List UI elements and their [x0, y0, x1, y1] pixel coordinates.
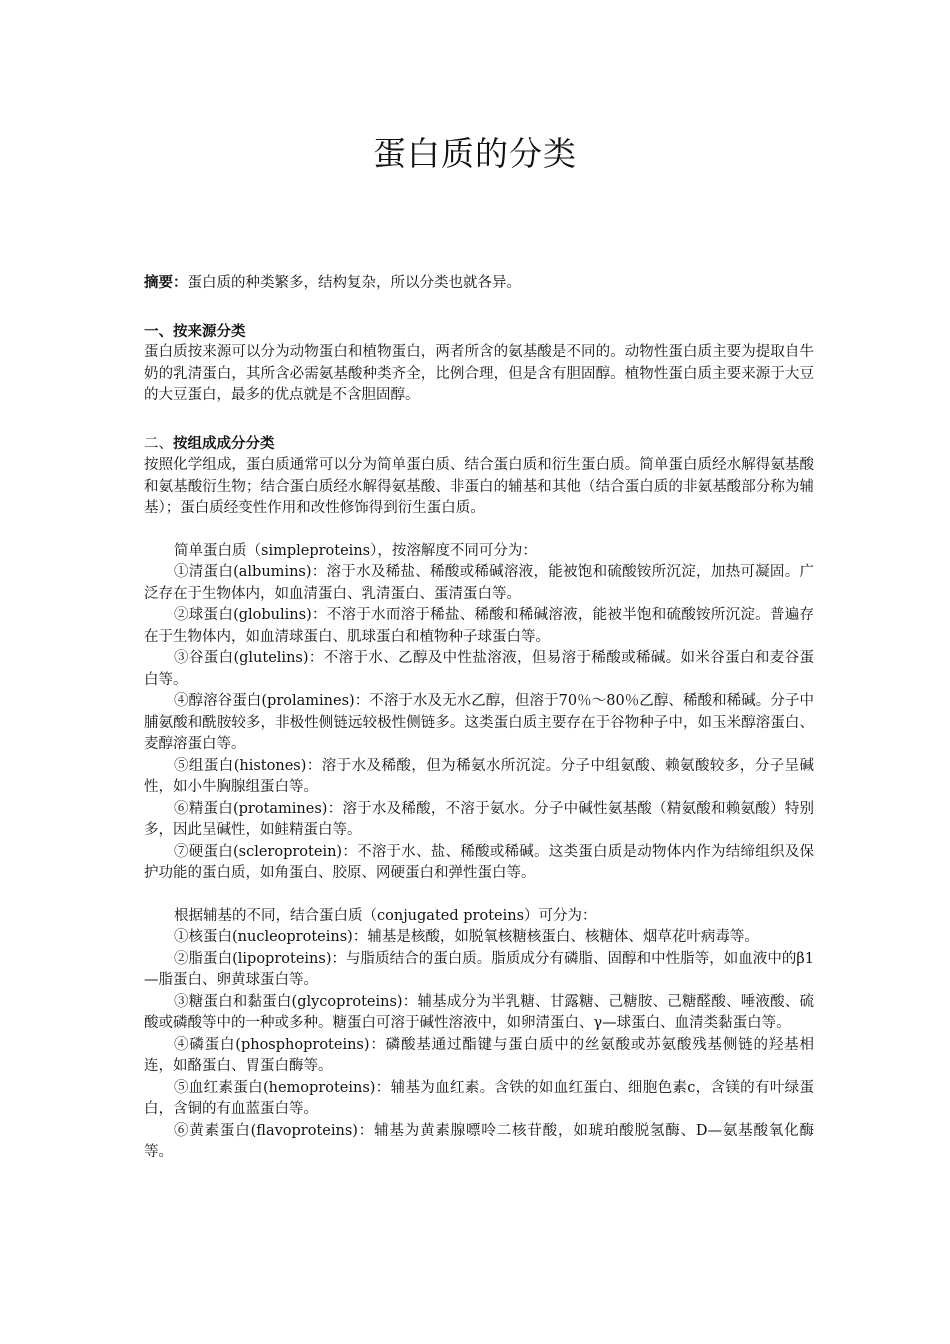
simple-protein-item: ①清蛋白(albumins)：溶于水及稀盐、稀酸或稀碱溶液，能被饱和硫酸铵所沉淀，加热可凝固。广泛存在于生物体内，如血清蛋白、乳清蛋白、蛋清蛋白等。: [144, 564, 814, 602]
simple-protein-item: ⑥精蛋白(protamines)：溶于水及稀酸，不溶于氨水。分子中碱性氨基酸（精氨酸和赖氨酸）特别多，因此呈碱性，如鲑精蛋白等。: [144, 800, 814, 838]
simple-proteins-intro: 简单蛋白质（simpleproteins），按溶解度不同可分为：: [174, 542, 537, 559]
section2-text: 按照化学组成，蛋白质通常可以分为简单蛋白质、结合蛋白质和衍生蛋白质。简单蛋白质经水解得氨基酸和氨基酸衍生物；结合蛋白质经水解得氨基酸、非蛋白的辅基和其他（结合蛋白质的非氨基酸部分称为辅基）；蛋白质经变性作用和改性修饰得到衍生蛋白质。: [144, 457, 814, 516]
abstract-text: 蛋白质的种类繁多，结构复杂，所以分类也就各异。: [187, 275, 521, 291]
page-title: 蛋白质的分类: [373, 134, 577, 173]
conjugated-protein-item: ③糖蛋白和黏蛋白(glycoproteins)：辅基成分为半乳糖、甘露糖、己糖胺、己糖醛酸、唾液酸、硫酸或磷酸等中的一种或多种。糖蛋白可溶于碱性溶液中，如卵清蛋白、γ—球蛋白、血清类黏蛋白等。: [144, 993, 814, 1031]
abstract-label: 摘要：: [144, 274, 188, 291]
section2-heading: [144, 433, 814, 456]
simple-protein-item: ②球蛋白(globulins)：不溶于水而溶于稀盐、稀酸和稀碱溶液，能被半饱和硫酸铵所沉淀。普遍存在于生物体内，如血清球蛋白、肌球蛋白和植物种子球蛋白等。: [144, 607, 814, 645]
section2-heading-text: 按组成成分分类: [173, 434, 275, 452]
conjugated-protein-item: ⑤血红素蛋白(hemoproteins)：辅基为血红素。含铁的如血红蛋白、细胞色素c，含镁的有叶绿蛋白，含铜的有血蓝蛋白等。: [144, 1079, 814, 1117]
section2-heading-prefix: 二、: [144, 435, 173, 452]
conjugated-protein-item: ④磷蛋白(phosphoproteins)：磷酸基通过酯键与蛋白质中的丝氨酸或苏氨酸残基侧链的羟基相连，如酪蛋白、胃蛋白酶等。: [144, 1036, 814, 1074]
conjugated-protein-item: ⑥黄素蛋白(flavoproteins)：辅基为黄素腺嘌呤二核苷酸，如琥珀酸脱氢酶、D—氨基酸氧化酶等。: [144, 1122, 814, 1160]
simple-protein-item: ③谷蛋白(glutelins)：不溶于水、乙醇及中性盐溶液，但易溶于稀酸或稀碱。如米谷蛋白和麦谷蛋白等。: [144, 650, 814, 688]
section1-text: 蛋白质按来源可以分为动物蛋白和植物蛋白，两者所含的氨基酸是不同的。动物性蛋白质主要为提取自牛奶的乳清蛋白，其所含必需氨基酸种类齐全，比例合理，但是含有胆固醇。植物性蛋白质主要来源于大豆的大豆蛋白，最多的优点就是不含胆固醇。: [144, 344, 814, 403]
simple-protein-item: ④醇溶谷蛋白(prolamines)：不溶于水及无水乙醇，但溶于70％～80％乙醇、稀酸和稀碱。分子中脯氨酸和酰胺较多，非极性侧链远较极性侧链多。这类蛋白质主要存在于谷物种子中，如玉米醇溶蛋白、麦醇溶蛋白等。: [144, 693, 814, 752]
conjugated-protein-item: ②脂蛋白(lipoproteins)：与脂质结合的蛋白质。脂质成分有磷脂、固醇和中性脂等，如血液中的β1—脂蛋白、卵黄球蛋白等。: [144, 950, 814, 988]
conjugated-proteins-intro: 根据辅基的不同，结合蛋白质（conjugated proteins）可分为：: [174, 907, 597, 924]
simple-protein-item: ⑦硬蛋白(scleroprotein)：不溶于水、盐、稀酸或稀碱。这类蛋白质是动物体内作为结缔组织及保护功能的蛋白质，如角蛋白、胶原、网硬蛋白和弹性蛋白等。: [144, 843, 814, 881]
section1-heading: 一、按来源分类: [144, 322, 246, 340]
document-body: [144, 272, 814, 1164]
simple-protein-item: ⑤组蛋白(histones)：溶于水及稀酸，但为稀氨水所沉淀。分子中组氨酸、赖氨酸较多，分子呈碱性，如小牛胸腺组蛋白等。: [144, 757, 814, 795]
conjugated-protein-item: ①核蛋白(nucleoproteins)：辅基是核酸，如脱氧核糖核蛋白、核糖体、烟草花叶病毒等。: [174, 929, 759, 945]
abstract: [144, 272, 814, 295]
